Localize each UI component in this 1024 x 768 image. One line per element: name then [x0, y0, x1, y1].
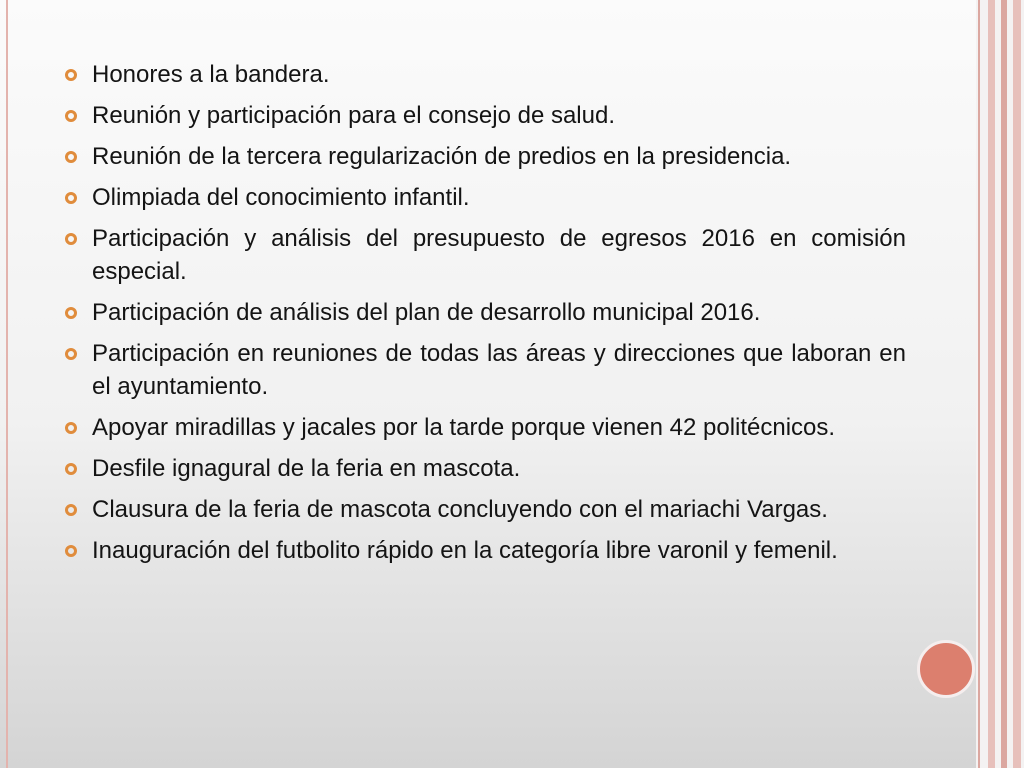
list-item	[60, 58, 906, 91]
list-item-text: Participación y análisis del presupuesto de egresos 2016 en comisión especial.	[92, 225, 906, 285]
ring-bullet-icon	[64, 544, 78, 558]
ring-bullet-icon	[64, 462, 78, 476]
list-item-text: Reunión de la tercera regularización de predios en la presidencia.	[92, 143, 792, 170]
list-item	[60, 452, 906, 485]
list-item-text: Participación en reuniones de todas las áreas y direcciones que laboran en el ayuntamiento.	[92, 340, 906, 400]
border-stripe	[1001, 0, 1007, 768]
list-item-text: Inauguración del futbolito rápido en la categoría libre varonil y femenil.	[92, 537, 838, 564]
list-item-text: Participación de análisis del plan de desarrollo municipal 2016.	[92, 299, 761, 326]
left-border-line	[6, 0, 8, 768]
border-stripe	[1013, 0, 1021, 768]
list-item	[60, 337, 906, 403]
list-item-text: Desfile ignagural de la feria en mascota.	[92, 455, 521, 482]
ring-bullet-icon	[64, 421, 78, 435]
ring-bullet-icon	[64, 68, 78, 82]
decorative-circle	[917, 640, 975, 698]
slide-content	[60, 58, 906, 575]
list-item-text: Reunión y participación para el consejo de salud.	[92, 102, 615, 129]
ring-bullet-icon	[64, 191, 78, 205]
list-item	[60, 493, 906, 526]
ring-bullet-icon	[64, 232, 78, 246]
ring-bullet-icon	[64, 150, 78, 164]
list-item-text: Olimpiada del conocimiento infantil.	[92, 184, 470, 211]
list-item	[60, 140, 906, 173]
list-item	[60, 222, 906, 288]
list-item	[60, 181, 906, 214]
list-item	[60, 99, 906, 132]
list-item-text: Clausura de la feria de mascota concluyendo con el mariachi Vargas.	[92, 496, 828, 523]
list-item	[60, 411, 906, 444]
ring-bullet-icon	[64, 347, 78, 361]
list-item-text: Apoyar miradillas y jacales por la tarde porque vienen 42 politécnicos.	[92, 414, 836, 441]
border-stripe	[988, 0, 995, 768]
border-stripe	[978, 0, 980, 768]
list-item	[60, 534, 906, 567]
ring-bullet-icon	[64, 109, 78, 123]
ring-bullet-icon	[64, 306, 78, 320]
list-item-text: Honores a la bandera.	[92, 61, 330, 88]
bullet-list	[60, 58, 906, 567]
list-item	[60, 296, 906, 329]
ring-bullet-icon	[64, 503, 78, 517]
